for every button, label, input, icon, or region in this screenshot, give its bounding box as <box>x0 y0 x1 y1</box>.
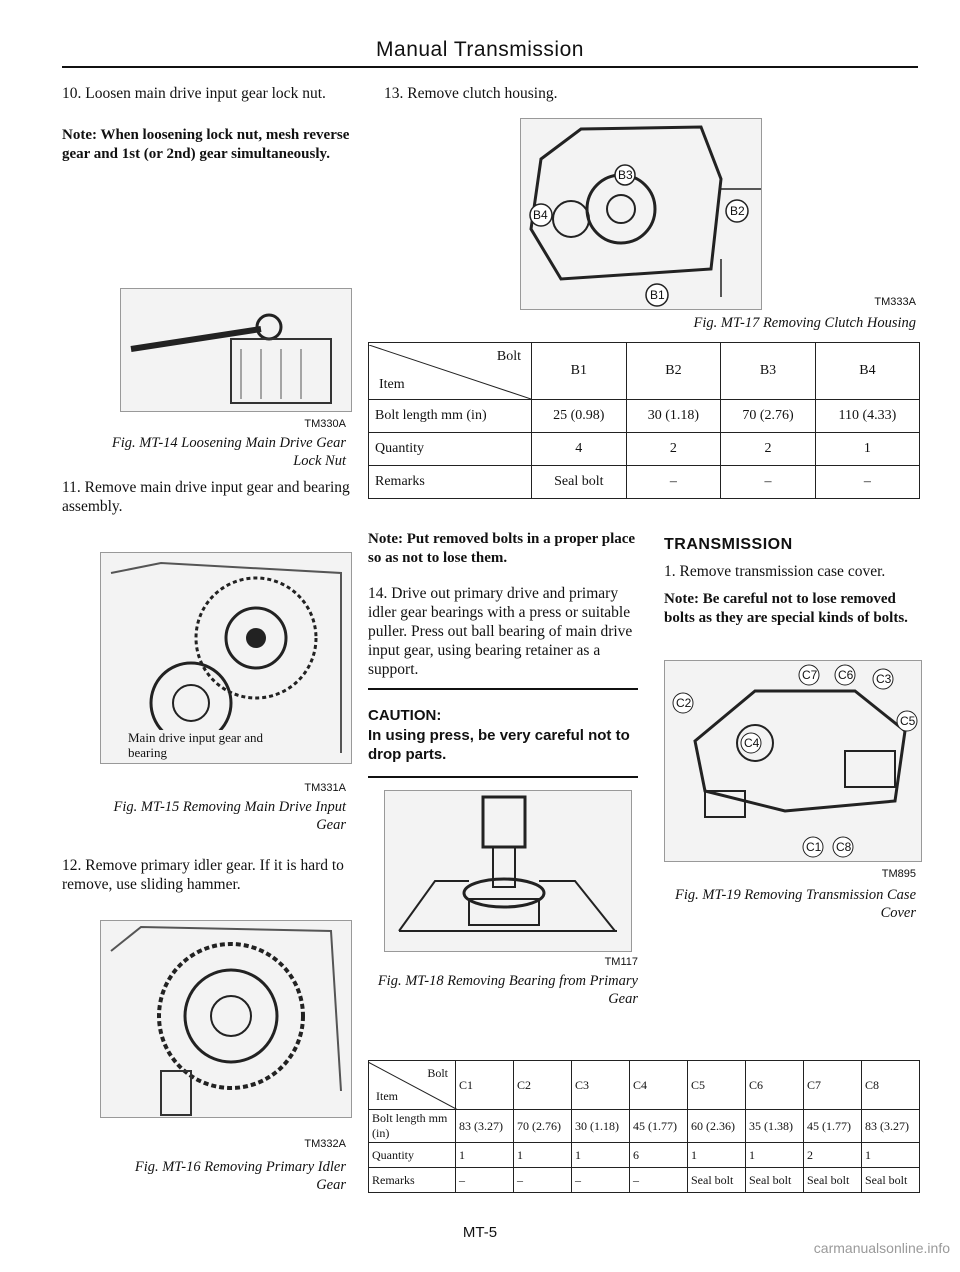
clutch-housing-illustration <box>521 119 761 309</box>
fig-18-tm: TM117 <box>604 956 638 968</box>
fig-17-image <box>520 118 762 310</box>
step-10: 10. Loosen main drive input gear lock nut. <box>62 85 326 102</box>
table2-col-c3: C3 <box>572 1061 630 1110</box>
fig-19-caption: Fig. MT-19 Removing Transmission Case Cover <box>675 887 916 921</box>
idler-gear-illustration <box>101 921 351 1117</box>
table2-col-c7: C7 <box>804 1061 862 1110</box>
table1-col-b1: B1 <box>532 343 627 400</box>
caution-title: CAUTION: <box>368 707 442 724</box>
caution-rule-top <box>368 688 638 690</box>
case-cover-illustration <box>665 661 921 861</box>
table-row: Bolt length mm (in) 83 (3.27) 70 (2.76) 30 (1.18) 45 (1.77) 60 (2.36) 35 (1.38) 45 (1.77) 83 (3.27) <box>369 1110 920 1143</box>
transmission-step-1: 1. Remove transmission case cover. <box>664 563 886 580</box>
transmission-note: Note: Be careful not to lose removed bolts as they are special kinds of bolts. <box>664 591 908 626</box>
fig-14-tm: TM330A <box>304 418 346 430</box>
fig-17-tm: TM333A <box>874 296 916 308</box>
callout-c8: C8 <box>836 840 852 854</box>
callout-b2: B2 <box>730 204 745 218</box>
bolt-table-c <box>368 1060 920 1193</box>
callout-c6: C6 <box>838 668 854 682</box>
step-11: 11. Remove main drive input gear and bearing assembly. <box>62 479 350 515</box>
callout-c5: C5 <box>900 714 916 728</box>
table2-col-c2: C2 <box>514 1061 572 1110</box>
callout-c3: C3 <box>876 672 892 686</box>
transmission-heading: TRANSMISSION <box>664 536 793 553</box>
table-row: Quantity 4 2 2 1 <box>369 433 920 466</box>
fig-18-caption: Fig. MT-18 Removing Bearing from Primary Gear <box>377 973 638 1007</box>
table2-col-c8: C8 <box>862 1061 920 1110</box>
callout-b3: B3 <box>618 168 633 182</box>
table2-col-c4: C4 <box>630 1061 688 1110</box>
table2-col-c5: C5 <box>688 1061 746 1110</box>
callout-b4: B4 <box>533 208 548 222</box>
fig-17-caption: Fig. MT-17 Removing Clutch Housing <box>693 315 916 331</box>
fig-19-tm: TM895 <box>881 868 916 880</box>
callout-b1: B1 <box>650 288 665 302</box>
fig-15-caption: Fig. MT-15 Removing Main Drive Input Gear <box>113 799 346 833</box>
callout-c7: C7 <box>802 668 818 682</box>
table-row: Quantity 1 1 1 6 1 1 2 1 <box>369 1143 920 1168</box>
header-rule <box>62 66 918 68</box>
callout-c1: C1 <box>806 840 822 854</box>
page-header: Manual Transmission <box>376 38 584 61</box>
table2-col-c6: C6 <box>746 1061 804 1110</box>
bolt-table-b <box>368 342 920 499</box>
table2-col-c1: C1 <box>456 1061 514 1110</box>
watermark-link[interactable]: carmanualsonline.info <box>813 1240 950 1256</box>
callout-c4: C4 <box>744 736 760 750</box>
wrench-on-gear-illustration <box>121 289 351 411</box>
fig-14-caption: Fig. MT-14 Loosening Main Drive Gear Lock Nut <box>111 435 346 469</box>
table-row: Remarks Seal bolt – – – <box>369 466 920 499</box>
fig-15-tm: TM331A <box>304 782 346 794</box>
table1-corner: Bolt Item <box>369 343 532 400</box>
table1-col-b4: B4 <box>815 343 919 400</box>
table2-corner: Bolt Item <box>369 1061 456 1110</box>
callout-c2: C2 <box>676 696 692 710</box>
table1-col-b2: B2 <box>626 343 721 400</box>
fig-16-caption: Fig. MT-16 Removing Primary Idler Gear <box>134 1159 346 1193</box>
fig-19-image <box>664 660 922 862</box>
step-13: 13. Remove clutch housing. <box>384 85 558 102</box>
caution-text: In using press, be very careful not to drop parts. <box>368 727 630 763</box>
fig-18-image <box>384 790 632 952</box>
note-bolts: Note: Put removed bolts in a proper place so as not to lose them. <box>368 531 636 566</box>
fig-16-image <box>100 920 352 1118</box>
step-12: 12. Remove primary idler gear. If it is hard to remove, use sliding hammer. <box>62 857 344 893</box>
step-14: 14. Drive out primary drive and primary idler gear bearings with a press or suitable puller. Press out ball bearing of main drive input gear, using bearing retainer as a support. <box>368 585 633 678</box>
table1-col-b3: B3 <box>721 343 816 400</box>
caution-rule-bottom <box>368 776 638 778</box>
fig-14-image <box>120 288 352 412</box>
fig-16-tm: TM332A <box>304 1138 346 1150</box>
table-row: Remarks – – – – Seal bolt Seal bolt Seal bolt Seal bolt <box>369 1168 920 1193</box>
fig-15-label: Main drive input gear and bearing <box>128 730 268 760</box>
note-10: Note: When loosening lock nut, mesh reverse gear and 1st (or 2nd) gear simultaneously. <box>62 127 350 162</box>
table-row: Bolt length mm (in) 25 (0.98) 30 (1.18) 70 (2.76) 110 (4.33) <box>369 400 920 433</box>
page-number: MT-5 <box>462 1224 498 1241</box>
press-bearing-illustration <box>385 791 631 951</box>
